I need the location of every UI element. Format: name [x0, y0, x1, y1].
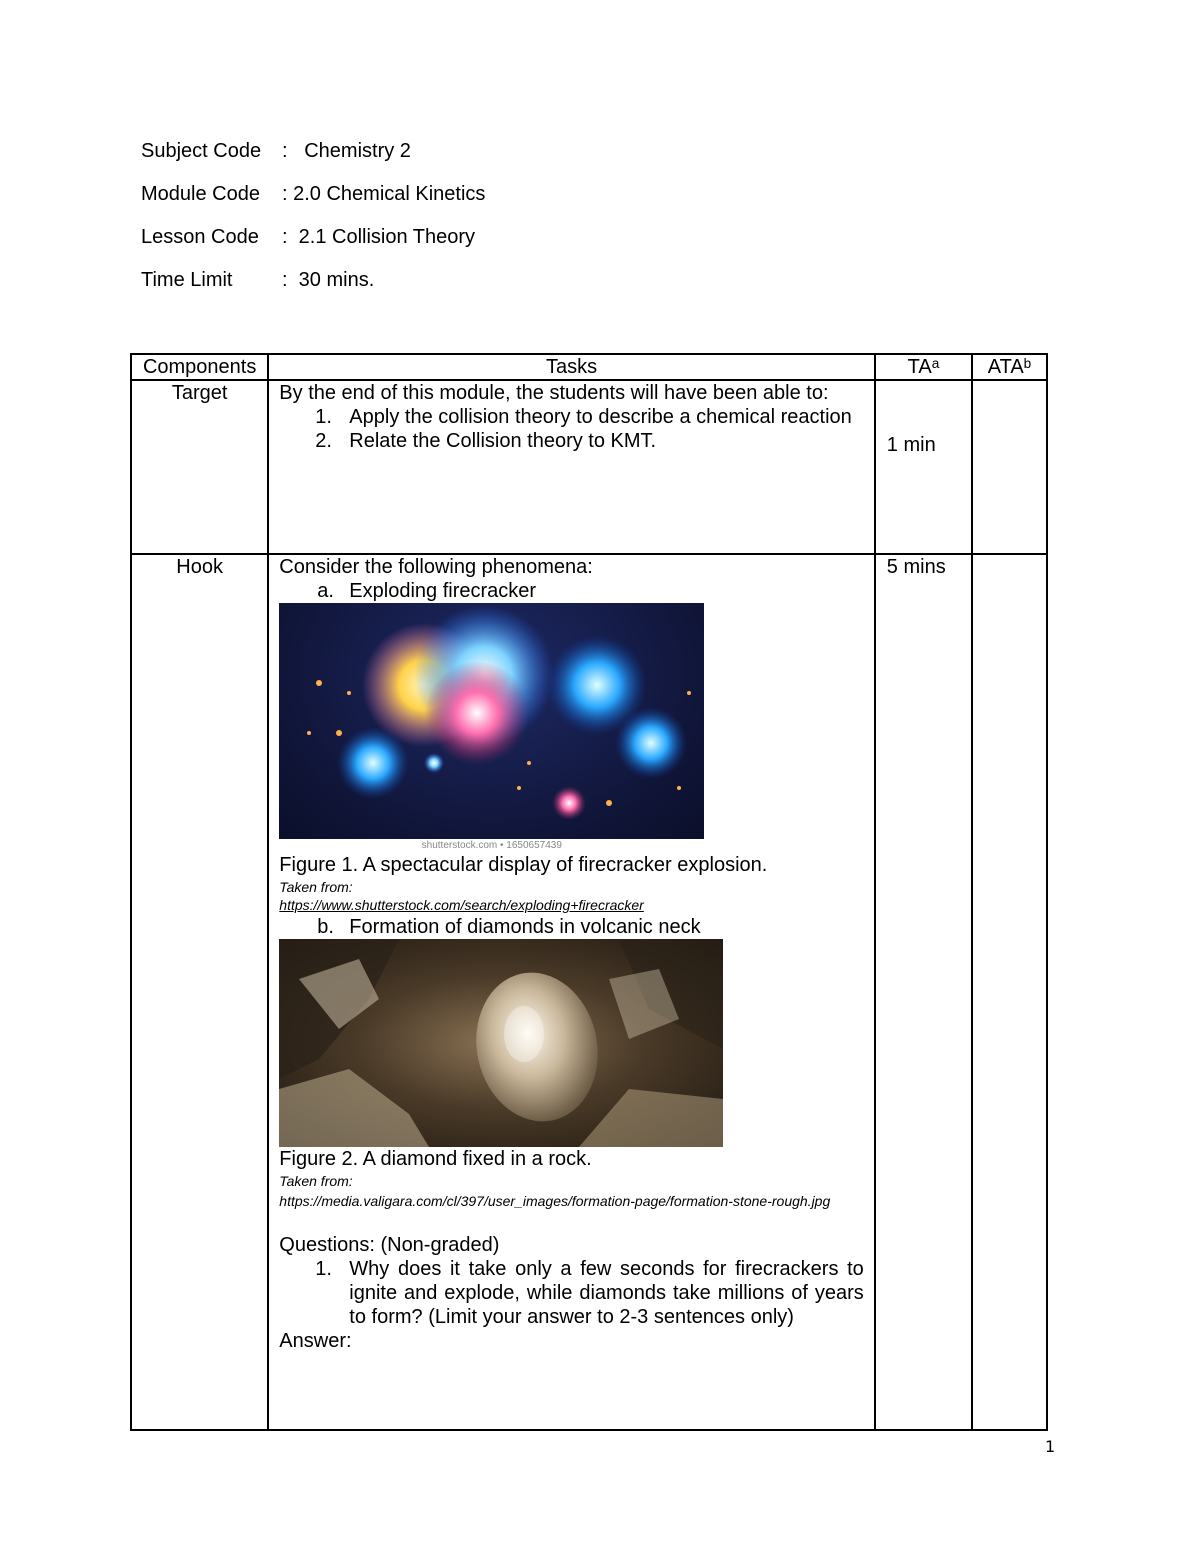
list-item	[279, 429, 864, 453]
figure-2-caption: Figure 2. A diamond fixed in a rock.	[279, 1148, 592, 1170]
figure-1-source-link[interactable]: https://www.shutterstock.com/search/exploding+firecracker	[279, 897, 644, 913]
answer-label: Answer:	[279, 1330, 352, 1352]
questions-label: Questions: (Non-graded)	[279, 1234, 500, 1256]
component-target: Target	[131, 380, 268, 554]
diamond-art	[279, 939, 723, 1147]
table-row-hook	[131, 554, 1047, 1430]
hook-phenomenon-a	[279, 579, 864, 603]
list-item	[279, 915, 864, 939]
list-item	[279, 579, 864, 603]
stock-credit: shutterstock.com • 1650657439	[279, 839, 704, 853]
figure-2	[279, 939, 864, 1147]
fireworks-art	[279, 603, 704, 839]
list-number: 1.	[315, 1258, 332, 1280]
list-text: Formation of diamonds in volcanic neck	[349, 916, 701, 938]
list-text: Exploding firecracker	[349, 580, 537, 602]
table-row-target	[131, 380, 1047, 554]
ata-hook	[972, 554, 1047, 1430]
hook-phenomenon-b	[279, 915, 864, 939]
figure-1-caption: Figure 1. A spectacular display of firecracker explosion.	[279, 854, 768, 876]
meta-label: Time Limit	[141, 269, 233, 291]
list-text: Why does it take only a few seconds for firecrackers to ignite and explode, while diamonds take millions of years to form? (Limit your answer to 2-3 sentences only)	[349, 1258, 864, 1328]
meta-label: Lesson Code	[141, 226, 259, 248]
hook-intro: Consider the following phenomena:	[279, 556, 593, 578]
list-number: a.	[317, 580, 334, 602]
meta-value: : 2.1 Collision Theory	[282, 226, 476, 248]
list-item	[279, 1257, 864, 1329]
list-number: 2.	[315, 430, 332, 452]
hook-questions	[279, 1257, 864, 1329]
list-number: 1.	[315, 406, 332, 428]
header-tasks: Tasks	[268, 354, 875, 380]
figure-2-source-link[interactable]: https://media.valigara.com/cl/397/user_images/formation-page/formation-stone-rough.jpg	[279, 1193, 831, 1209]
target-objectives	[279, 405, 864, 453]
ta-target: 1 min	[875, 380, 972, 554]
firecracker-image	[279, 603, 704, 839]
meta-value: : 30 mins.	[282, 269, 375, 291]
meta-value: : 2.0 Chemical Kinetics	[282, 183, 486, 205]
ata-target	[972, 380, 1047, 554]
tasks-hook	[268, 554, 875, 1430]
list-text: Relate the Collision theory to KMT.	[349, 430, 657, 452]
figure-1-taken-from: Taken from:	[279, 879, 353, 895]
component-hook: Hook	[131, 554, 268, 1430]
meta-label: Module Code	[141, 183, 260, 205]
lesson-table	[130, 353, 1048, 1431]
tasks-target	[268, 380, 875, 554]
page-number: 1	[1045, 1437, 1056, 1456]
figure-1	[279, 603, 864, 853]
list-number: b.	[317, 916, 334, 938]
diamond-image	[279, 939, 723, 1147]
list-text: Apply the collision theory to describe a chemical reaction	[349, 406, 852, 428]
table-header-row	[131, 354, 1047, 380]
meta-label: Subject Code	[141, 140, 262, 162]
header-ta: TAᵃ	[875, 354, 972, 380]
figure-2-taken-from: Taken from:	[279, 1173, 353, 1189]
list-item	[279, 405, 864, 429]
header-components: Components	[131, 354, 268, 380]
target-intro: By the end of this module, the students will have been able to:	[279, 382, 829, 404]
ta-hook: 5 mins	[875, 554, 972, 1430]
meta-value: : Chemistry 2	[282, 140, 411, 162]
header-ata: ATAᵇ	[972, 354, 1047, 380]
